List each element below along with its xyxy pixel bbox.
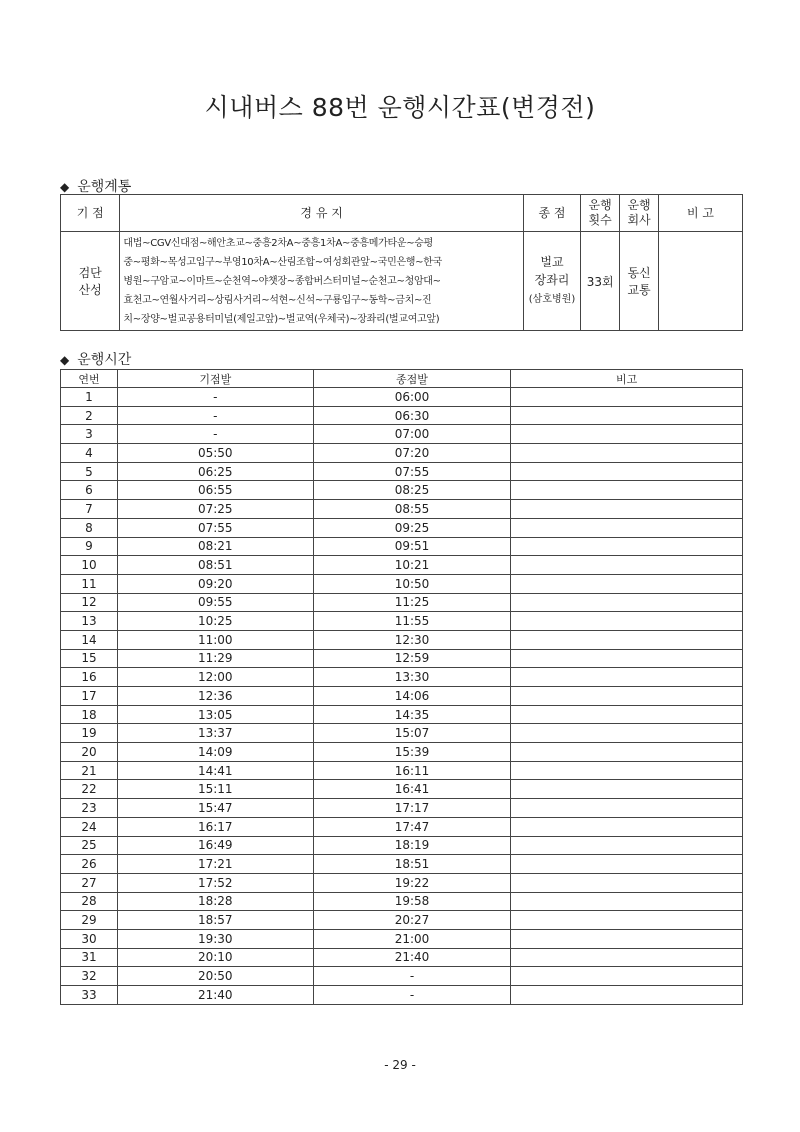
table-row — [61, 892, 743, 911]
row-note — [511, 630, 743, 649]
row-number: 24 — [61, 817, 118, 836]
depart-time: 19:30 — [117, 929, 313, 948]
row-note — [511, 780, 743, 799]
arrive-time: 08:25 — [313, 481, 511, 500]
row-note — [511, 892, 743, 911]
depart-time: 11:29 — [117, 649, 313, 668]
depart-time: 08:21 — [117, 537, 313, 556]
row-note — [511, 967, 743, 986]
row-number: 23 — [61, 799, 118, 818]
route-end: 벌교 장좌리 (삼호병원) — [523, 232, 580, 331]
arrive-time: 06:30 — [313, 406, 511, 425]
row-number: 9 — [61, 537, 118, 556]
row-note — [511, 817, 743, 836]
table-row — [61, 705, 743, 724]
depart-time: 18:57 — [117, 911, 313, 930]
table-row — [61, 406, 743, 425]
table-row — [61, 761, 743, 780]
depart-time: - — [117, 425, 313, 444]
row-number: 25 — [61, 836, 118, 855]
table-row — [61, 500, 743, 519]
schedule-table — [60, 369, 743, 1005]
table-row — [61, 518, 743, 537]
row-number: 15 — [61, 649, 118, 668]
page-title: 시내버스 88번 운행시간표(변경전) — [204, 93, 596, 122]
route-via: 대법~CGV신대점~해안초교~중흥2차A~중흥1차A~중흥메가타운~승평 중~평화~목성고입구~부영10차A~산림조합~여성회관앞~국민은행~한국 병원~구암교~이마트~순천역~야챗장~종합버스터미널~순천고~청암대~ 효천고~연월사거리~상림사거리~석현~신석~구룡입구~동학~금치~진 치~장양~벌교공용터미널(제일고앞)~벌교역(우체국)~장좌리(벌교여고앞) — [120, 232, 523, 331]
row-number: 3 — [61, 425, 118, 444]
row-note — [511, 388, 743, 407]
arrive-time: 12:59 — [313, 649, 511, 668]
row-note — [511, 612, 743, 631]
row-note — [511, 537, 743, 556]
row-number: 12 — [61, 593, 118, 612]
header-depart: 기점발 — [117, 370, 313, 388]
row-number: 8 — [61, 518, 118, 537]
row-note — [511, 911, 743, 930]
depart-time: 15:47 — [117, 799, 313, 818]
row-note — [511, 761, 743, 780]
arrive-time: 11:55 — [313, 612, 511, 631]
depart-time: 13:05 — [117, 705, 313, 724]
row-number: 22 — [61, 780, 118, 799]
depart-time: 14:41 — [117, 761, 313, 780]
depart-time: 16:17 — [117, 817, 313, 836]
arrive-time: 09:51 — [313, 537, 511, 556]
row-number: 27 — [61, 873, 118, 892]
diamond-bullet-icon: ◆ — [60, 180, 70, 194]
depart-time: 21:40 — [117, 986, 313, 1005]
arrive-time: 20:27 — [313, 911, 511, 930]
depart-time: 09:55 — [117, 593, 313, 612]
row-number: 33 — [61, 986, 118, 1005]
table-row — [61, 593, 743, 612]
row-number: 20 — [61, 743, 118, 762]
row-note — [511, 574, 743, 593]
row-note — [511, 462, 743, 481]
table-row — [61, 743, 743, 762]
table-row — [61, 911, 743, 930]
table-row — [61, 574, 743, 593]
row-note — [511, 705, 743, 724]
row-number: 18 — [61, 705, 118, 724]
row-number: 16 — [61, 668, 118, 687]
table-row — [61, 668, 743, 687]
row-number: 29 — [61, 911, 118, 930]
row-note — [511, 649, 743, 668]
row-note — [511, 593, 743, 612]
arrive-time: 14:06 — [313, 687, 511, 706]
depart-time: - — [117, 388, 313, 407]
arrive-time: 12:30 — [313, 630, 511, 649]
table-row — [61, 687, 743, 706]
header-via: 경 유 지 — [120, 195, 523, 232]
arrive-time: 16:11 — [313, 761, 511, 780]
table-row — [61, 780, 743, 799]
arrive-time: 21:40 — [313, 948, 511, 967]
diamond-bullet-icon: ◆ — [60, 353, 70, 367]
row-note — [511, 743, 743, 762]
row-note — [511, 556, 743, 575]
row-note — [511, 668, 743, 687]
table-row — [61, 612, 743, 631]
table-row — [61, 649, 743, 668]
header-start: 기 점 — [61, 195, 120, 232]
depart-time: 17:52 — [117, 873, 313, 892]
arrive-time: 10:21 — [313, 556, 511, 575]
depart-time: 17:21 — [117, 855, 313, 874]
row-number: 10 — [61, 556, 118, 575]
section-label: 운행계통 — [77, 179, 132, 195]
header-trips: 운행 횟수 — [581, 195, 620, 232]
arrive-time: 21:00 — [313, 929, 511, 948]
row-number: 19 — [61, 724, 118, 743]
arrive-time: 13:30 — [313, 668, 511, 687]
route-data-row — [61, 232, 743, 331]
table-row — [61, 817, 743, 836]
row-note — [511, 687, 743, 706]
depart-time: 12:00 — [117, 668, 313, 687]
row-number: 30 — [61, 929, 118, 948]
depart-time: 09:20 — [117, 574, 313, 593]
row-note — [511, 855, 743, 874]
row-note — [511, 481, 743, 500]
depart-time: 20:10 — [117, 948, 313, 967]
depart-time: 14:09 — [117, 743, 313, 762]
row-note — [511, 873, 743, 892]
table-row — [61, 724, 743, 743]
section-heading-route — [60, 176, 131, 196]
table-row — [61, 444, 743, 463]
header-end: 종 점 — [523, 195, 580, 232]
arrive-time: 19:22 — [313, 873, 511, 892]
row-number: 14 — [61, 630, 118, 649]
table-row — [61, 986, 743, 1005]
arrive-time: 09:25 — [313, 518, 511, 537]
depart-time: 07:25 — [117, 500, 313, 519]
route-trips: 33회 — [581, 232, 620, 331]
row-number: 21 — [61, 761, 118, 780]
row-note — [511, 406, 743, 425]
row-note — [511, 986, 743, 1005]
row-number: 6 — [61, 481, 118, 500]
row-note — [511, 929, 743, 948]
depart-time: 15:11 — [117, 780, 313, 799]
depart-time: 13:37 — [117, 724, 313, 743]
schedule-header-row — [61, 370, 743, 388]
row-note — [511, 799, 743, 818]
route-start: 검단 산성 — [61, 232, 120, 331]
header-company: 운행 회사 — [620, 195, 659, 232]
arrive-time: 16:41 — [313, 780, 511, 799]
arrive-time: 18:19 — [313, 836, 511, 855]
arrive-time: 11:25 — [313, 593, 511, 612]
depart-time: - — [117, 406, 313, 425]
row-number: 31 — [61, 948, 118, 967]
table-row — [61, 481, 743, 500]
row-note — [511, 500, 743, 519]
row-number: 26 — [61, 855, 118, 874]
depart-time: 12:36 — [117, 687, 313, 706]
row-number: 5 — [61, 462, 118, 481]
arrive-time: 08:55 — [313, 500, 511, 519]
route-header-row — [61, 195, 743, 232]
section-heading-time — [60, 349, 131, 369]
table-row — [61, 948, 743, 967]
table-row — [61, 425, 743, 444]
row-note — [511, 836, 743, 855]
table-row — [61, 836, 743, 855]
depart-time: 08:51 — [117, 556, 313, 575]
route-company: 동신 교통 — [620, 232, 659, 331]
arrive-time: 18:51 — [313, 855, 511, 874]
arrive-time: - — [313, 986, 511, 1005]
row-note — [511, 518, 743, 537]
row-number: 7 — [61, 500, 118, 519]
table-row — [61, 462, 743, 481]
row-number: 2 — [61, 406, 118, 425]
arrive-time: - — [313, 967, 511, 986]
row-note — [511, 444, 743, 463]
depart-time: 11:00 — [117, 630, 313, 649]
table-row — [61, 537, 743, 556]
arrive-time: 07:20 — [313, 444, 511, 463]
route-note — [659, 232, 743, 331]
table-row — [61, 929, 743, 948]
row-number: 4 — [61, 444, 118, 463]
table-row — [61, 388, 743, 407]
header-no: 연번 — [61, 370, 118, 388]
depart-time: 06:55 — [117, 481, 313, 500]
row-note — [511, 948, 743, 967]
arrive-time: 07:00 — [313, 425, 511, 444]
depart-time: 05:50 — [117, 444, 313, 463]
table-row — [61, 630, 743, 649]
row-number: 28 — [61, 892, 118, 911]
header-arrive: 종점발 — [313, 370, 511, 388]
depart-time: 06:25 — [117, 462, 313, 481]
header-note: 비 고 — [659, 195, 743, 232]
header-note: 비고 — [511, 370, 743, 388]
depart-time: 16:49 — [117, 836, 313, 855]
page-number: - 29 - — [384, 1058, 416, 1072]
arrive-time: 10:50 — [313, 574, 511, 593]
arrive-time: 06:00 — [313, 388, 511, 407]
arrive-time: 07:55 — [313, 462, 511, 481]
section-label: 운행시간 — [77, 352, 132, 368]
table-row — [61, 799, 743, 818]
arrive-time: 15:39 — [313, 743, 511, 762]
table-row — [61, 967, 743, 986]
arrive-time: 15:07 — [313, 724, 511, 743]
arrive-time: 17:47 — [313, 817, 511, 836]
route-table — [60, 194, 743, 331]
depart-time: 20:50 — [117, 967, 313, 986]
depart-time: 18:28 — [117, 892, 313, 911]
table-row — [61, 556, 743, 575]
arrive-time: 14:35 — [313, 705, 511, 724]
arrive-time: 19:58 — [313, 892, 511, 911]
table-row — [61, 855, 743, 874]
row-number: 11 — [61, 574, 118, 593]
row-note — [511, 425, 743, 444]
row-number: 13 — [61, 612, 118, 631]
depart-time: 10:25 — [117, 612, 313, 631]
row-number: 32 — [61, 967, 118, 986]
row-note — [511, 724, 743, 743]
depart-time: 07:55 — [117, 518, 313, 537]
arrive-time: 17:17 — [313, 799, 511, 818]
row-number: 1 — [61, 388, 118, 407]
table-row — [61, 873, 743, 892]
row-number: 17 — [61, 687, 118, 706]
